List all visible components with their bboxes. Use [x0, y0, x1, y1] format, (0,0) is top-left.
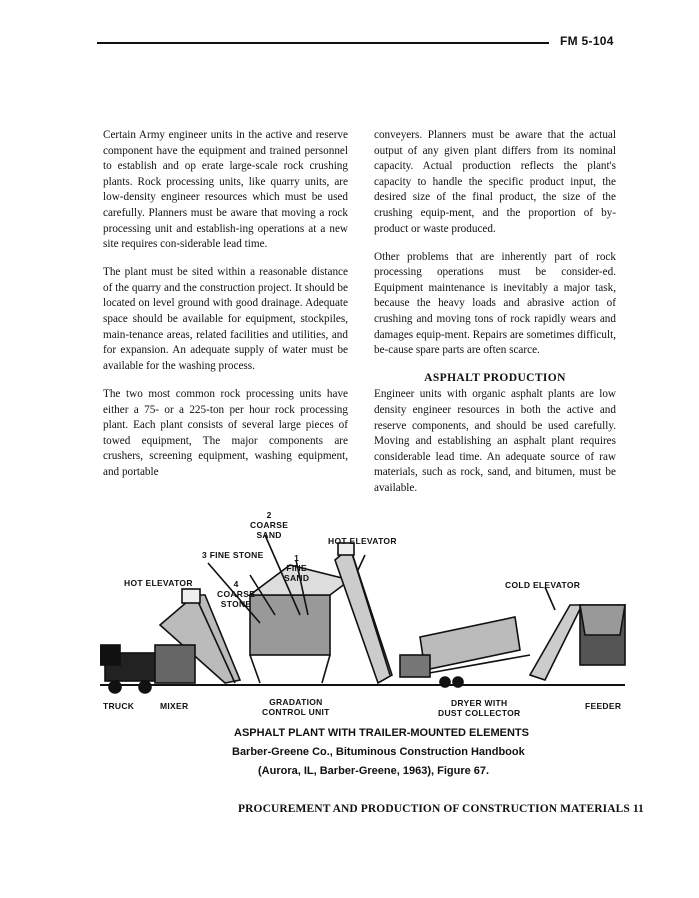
header-rule	[97, 42, 549, 44]
label-coarse-stone: 4 COARSE STONE	[217, 579, 256, 609]
section-heading: ASPHALT PRODUCTION	[424, 372, 566, 385]
label-fine-sand: 1 FINE SAND	[284, 553, 310, 583]
label-gradation-control-unit: GRADATION CONTROL UNIT	[262, 697, 330, 717]
label-feeder: FEEDER	[585, 701, 622, 711]
paragraph: The two most common rock processing units have either a 75- or a 225-ton per hour rock processing plant. Each plant consists of several large pieces of towed equipment, The major components are crushers, screening equipment, washing equipment, and portable	[103, 387, 348, 478]
label-hot-elevator-left: HOT ELEVATOR	[124, 578, 193, 588]
document-id: FM 5-104	[560, 34, 614, 48]
label-mixer: MIXER	[160, 701, 189, 711]
label-dryer: DRYER WITH DUST COLLECTOR	[438, 698, 521, 718]
label-fine-stone: 3 FINE STONE	[202, 550, 264, 560]
figure-caption-citation: (Aurora, IL, Barber-Greene, 1963), Figure 67.	[258, 765, 490, 777]
label-hot-elevator-top: HOT ELEVATOR	[328, 536, 397, 546]
left-column	[103, 128, 348, 493]
paragraph: Certain Army engineer units in the active and reserve component have the equipment and trained personnel to establish and op erate large-scale rock crushing plants. Rock processing units, like quarry units, are low-density engineer resources which must be used carefully. Planners must be aware that moving a rock processing unit and establish-ing operations at a new site requires con-siderable lead time.	[103, 129, 348, 251]
right-column	[374, 128, 616, 509]
figure-caption-source: Barber-Greene Co., Bituminous Construction Handbook	[232, 746, 525, 758]
page-footer: PROCUREMENT AND PRODUCTION OF CONSTRUCTION MATERIALS 11	[238, 803, 644, 815]
paragraph: conveyers. Planners must be aware that the actual output of any given plant differs from its nominal capacity. Actual production reflects the plant's capacity to handle the specific product input, the desired size of the final product, the size of the crushing equip-ment, and the proportion of by-product or waste produced.	[374, 129, 616, 235]
figure-caption-title: ASPHALT PLANT WITH TRAILER-MOUNTED ELEMENTS	[234, 727, 529, 739]
label-cold-elevator: COLD ELEVATOR	[505, 580, 581, 590]
asphalt-plant-figure	[100, 505, 630, 725]
label-truck: TRUCK	[103, 701, 135, 711]
paragraph: Engineer units with organic asphalt plants are low density engineer resources in both the active and reserve components, and should be used carefully. Moving and establishing an asphalt plant requires considerable lead time. An adequate source of raw materials, such as rock, sand, and bitumen, must be available.	[374, 388, 616, 494]
label-coarse-sand: 2 COARSE SAND	[250, 510, 289, 540]
paragraph: The plant must be sited within a reasonable distance of the quarry and the construction project. It should be located on level ground with good drainage. Adequate space should be available for equipment, stockpiles, main-tenance areas, related facilities and utilities, and for expansion. An adequate supply of water must be available for the washing process.	[103, 266, 348, 372]
paragraph: Other problems that are inherently part of rock processing operations must be consider-ed. Equipment maintenance is inevitably a major task, because the heavy loads and abrasive action of crushing and moving tons of rock rapidly wears and damages equip-ment. Repairs are sometimes difficult, be-cause spare parts are often scarce.	[374, 250, 616, 357]
